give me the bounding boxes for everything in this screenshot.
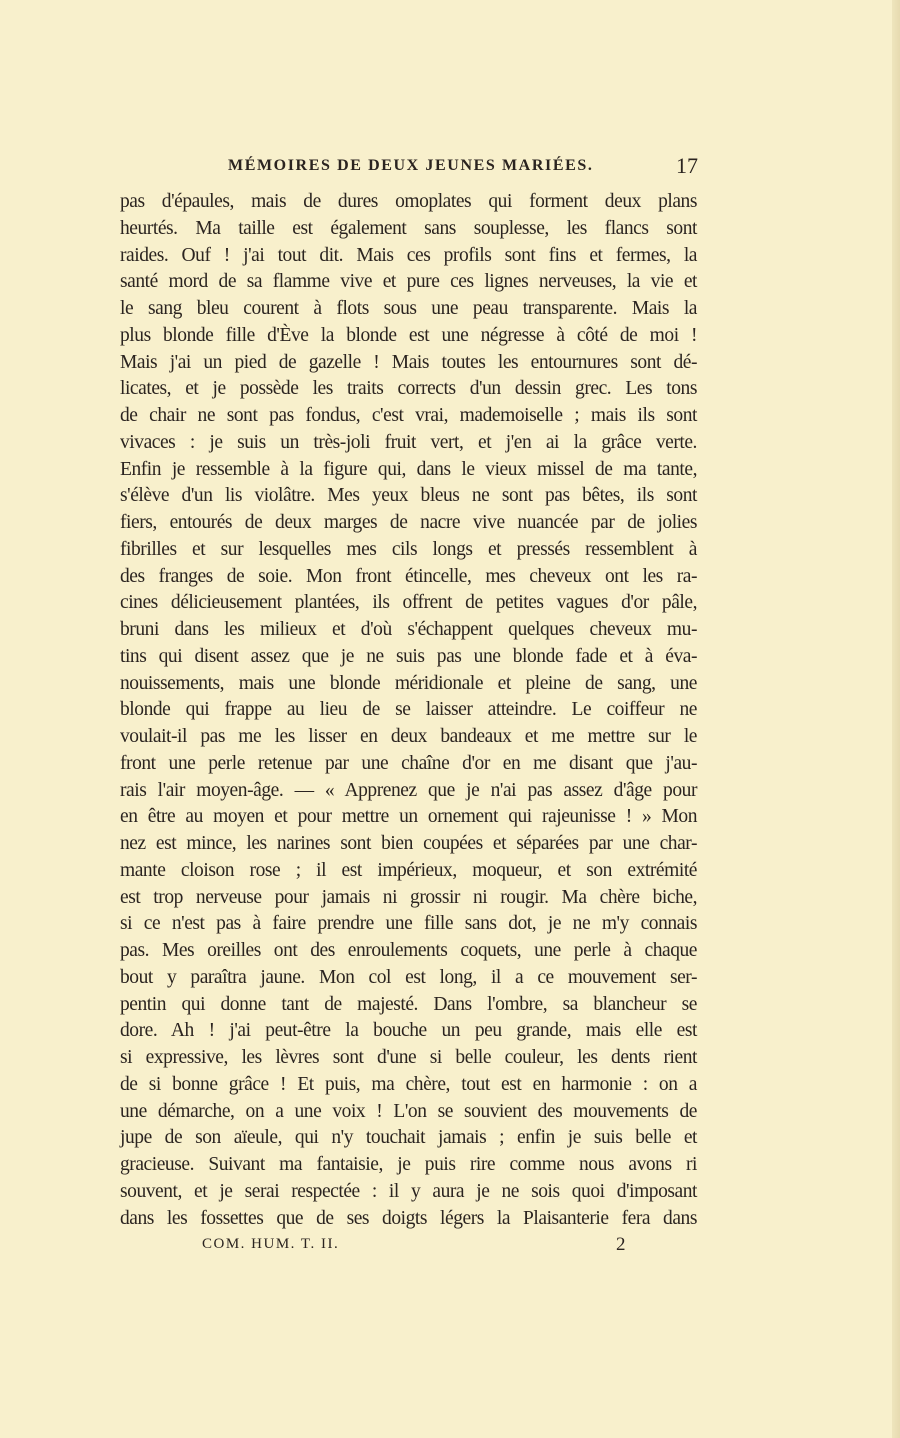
text-line: souvent, et je serai respectée : il y aura je ne sois quoi d'imposant	[120, 1180, 697, 1202]
text-line: si ce n'est pas à faire prendre une fille sans dot, je ne m'y connais	[120, 913, 697, 935]
page-edge	[892, 0, 900, 1438]
text-line: gracieuse. Suivant ma fantaisie, je puis rire comme nous avons ri	[120, 1154, 697, 1175]
text-line: des franges de soie. Mon front étincelle, mes cheveux ont les ra-	[120, 565, 697, 587]
sheet-number: 2	[616, 1234, 626, 1255]
running-header	[120, 155, 698, 181]
text-line: pas. Mes oreilles ont des enroulements coquets, une perle à chaque	[120, 940, 697, 961]
text-line: s'élève d'un lis violâtre. Mes yeux bleus ne sont pas bêtes, ils sont	[120, 485, 697, 507]
text-line: jupe de son aïeule, qui n'y touchait jamais ; enfin je suis belle et	[120, 1127, 697, 1149]
text-line: cines délicieusement plantées, ils offrent de petites vagues d'or pâle,	[120, 592, 697, 614]
text-line: rais l'air moyen-âge. — « Apprenez que je n'ai pas assez d'âge pour	[120, 779, 697, 801]
body-text	[120, 189, 697, 1232]
text-line: dans les fossettes que de ses doigts légers la Plaisanterie fera dans	[120, 1207, 697, 1229]
text-line: pas d'épaules, mais de dures omoplates qui forment deux plans	[120, 191, 697, 212]
text-line: le sang bleu courent à flots sous une peau transparente. Mais la	[120, 298, 697, 319]
text-line: voulait-il pas me les lisser en deux bandeaux et me mettre sur le	[120, 726, 697, 747]
text-line: Enfin je ressemble à la figure qui, dans le vieux missel de ma tante,	[120, 458, 697, 480]
text-line: vivaces : je suis un très-joli fruit vert, et j'en ai la grâce verte.	[120, 431, 697, 453]
text-line: fiers, entourés de deux marges de nacre vive nuancée par de jolies	[120, 512, 697, 533]
page-footer	[120, 1236, 698, 1260]
text-line: bout y paraîtra jaune. Mon col est long, il a ce mouvement ser-	[120, 966, 697, 988]
running-title: MÉMOIRES DE DEUX JEUNES MARIÉES.	[228, 157, 594, 174]
text-line: dore. Ah ! j'ai peut-être la bouche un peu grande, mais elle est	[120, 1020, 697, 1042]
text-line: nez est mince, les narines sont bien coupées et séparées par une char-	[120, 833, 697, 854]
text-line: heurtés. Ma taille est également sans souplesse, les flancs sont	[120, 217, 697, 239]
text-line: fibrilles et sur lesquelles mes cils longs et pressés ressemblent à	[120, 538, 697, 560]
text-line: bruni dans les milieux et d'où s'échappent quelques cheveux mu-	[120, 619, 697, 640]
text-line: de chair ne sont pas fondus, c'est vrai, mademoiselle ; mais ils sont	[120, 405, 697, 426]
text-line: blonde qui frappe au lieu de se laisser atteindre. Le coiffeur ne	[120, 699, 697, 721]
text-line: est trop nerveuse pour jamais ni grossir ni rougir. Ma chère biche,	[120, 886, 697, 908]
text-line: pentin qui donne tant de majesté. Dans l'ombre, sa blancheur se	[120, 993, 697, 1015]
text-line: front une perle retenue par une chaîne d'or en me disant que j'au-	[120, 752, 697, 774]
text-line: en être au moyen et pour mettre un ornement qui rajeunisse ! » Mon	[120, 806, 697, 828]
text-line: une démarche, on a une voix ! L'on se souvient des mouvements de	[120, 1100, 697, 1122]
page-number: 17	[676, 153, 698, 178]
text-line: plus blonde fille d'Ève la blonde est une négresse à côté de moi !	[120, 324, 697, 346]
text-line: mante cloison rose ; il est impérieux, moqueur, et son extrémité	[120, 859, 697, 881]
text-line: licates, et je possède les traits corrects d'un dessin grec. Les tons	[120, 378, 697, 400]
text-line: nouissements, mais une blonde méridionale et pleine de sang, une	[120, 672, 697, 694]
text-line: Mais j'ai un pied de gazelle ! Mais toutes les entournures sont dé-	[120, 351, 697, 373]
printer-signature: COM. HUM. T. II.	[202, 1236, 340, 1252]
text-line: si expressive, les lèvres sont d'une si belle couleur, les dents rient	[120, 1047, 697, 1068]
text-line: tins qui disent assez que je ne suis pas une blonde fade et à éva-	[120, 645, 697, 667]
text-line: santé mord de sa flamme vive et pure ces lignes nerveuses, la vie et	[120, 271, 697, 293]
text-line: de si bonne grâce ! Et puis, ma chère, tout est en harmonie : on a	[120, 1073, 697, 1095]
text-line: raides. Ouf ! j'ai tout dit. Mais ces profils sont fins et fermes, la	[120, 244, 697, 266]
